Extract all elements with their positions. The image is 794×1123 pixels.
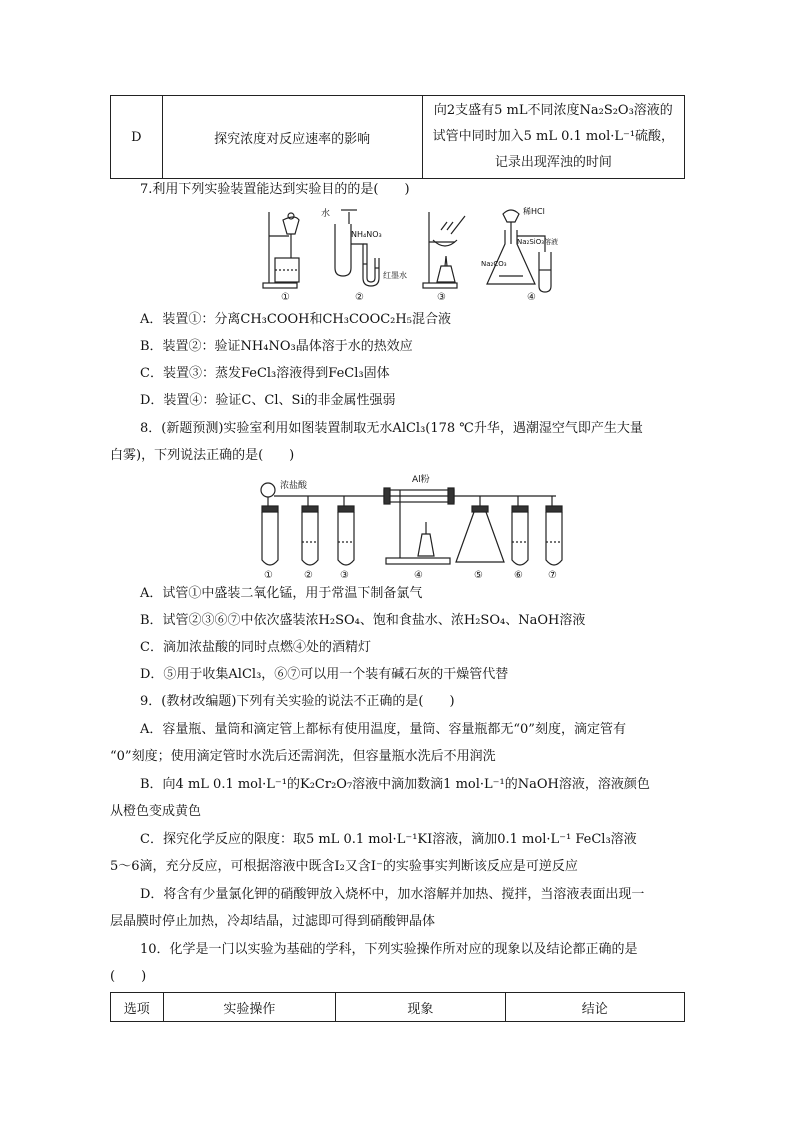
figure-label: 水 (321, 209, 331, 219)
apparatus-1 (263, 212, 299, 288)
figure-label: 红墨水 (383, 271, 407, 280)
q9-line: 5～6滴，充分反应，可根据溶液中既含I₂又含I⁻的实验事实判断该反应是可逆反应 (110, 859, 578, 874)
q7-apparatus-figure (255, 200, 565, 305)
q8-apparatus-figure (250, 470, 570, 580)
figure-number: ② (304, 570, 313, 580)
q9-stem: 9．(教材改编题)下列有关实验的说法不正确的是( ) (140, 694, 455, 709)
q9-line: “0”刻度；使用滴定管时水洗后还需润洗，但容量瓶水洗后不用润洗 (110, 749, 496, 764)
operation-line: 试管中同时加入5 mL 0.1 mol·L⁻¹硫酸， (432, 129, 675, 144)
figure-label: 浓盐酸 (280, 481, 308, 491)
option-cell: D (111, 96, 163, 179)
q7-option-a: A．装置①：分离CH₃COOH和CH₃COOC₂H₅混合液 (140, 312, 451, 327)
q10-table (110, 992, 685, 1022)
q9-line: C．探究化学反应的限度：取5 mL 0.1 mol·L⁻¹KI溶液，滴加0.1 mol·L⁻¹ FeCl₃溶液 (140, 832, 637, 847)
q8-stem-line2: 白雾)，下列说法正确的是( ) (110, 448, 295, 463)
q9-line: B．向4 mL 0.1 mol·L⁻¹的K₂Cr₂O₇溶液中滴加数滴1 mol·L⁻¹的NaOH溶液，溶液颜色 (140, 777, 650, 792)
figure-number: ③ (437, 292, 446, 303)
header-phenomenon: 现象 (336, 993, 505, 1022)
q8-option-c: C．滴加浓盐酸的同时点燃④处的酒精灯 (140, 640, 371, 655)
q7-option-d: D．装置④：验证C、Cl、Si的非金属性强弱 (140, 393, 396, 408)
apparatus-3 (423, 212, 465, 288)
q9-line: D．将含有少量氯化钾的硝酸钾放入烧杯中，加水溶解并加热、搅拌，当溶液表面出现一 (140, 887, 645, 902)
purpose-cell: 探究浓度对反应速率的影响 (162, 96, 422, 179)
operation-line: 记录出现浑浊的时间 (494, 155, 612, 170)
apparatus-2 (335, 210, 379, 286)
q8-option-a: A．试管①中盛装二氧化锰，用于常温下制备氯气 (140, 586, 423, 601)
figure-label: Al粉 (412, 475, 430, 485)
header-conclusion: 结论 (505, 993, 684, 1022)
figure-number: ③ (340, 570, 349, 580)
q10-paren: ( ) (110, 969, 147, 984)
top-table (110, 95, 685, 179)
q10-stem: 10．化学是一门以实验为基础的学科，下列实验操作所对应的现象以及结论都正确的是 (140, 942, 638, 957)
q7-option-c: C．装置③：蒸发FeCl₃溶液得到FeCl₃固体 (140, 366, 390, 381)
q7-option-b: B．装置②：验证NH₄NO₃晶体溶于水的热效应 (140, 339, 413, 354)
figure-number: ⑤ (474, 570, 483, 580)
q9-line: 从橙色变成黄色 (110, 804, 202, 819)
q9-line: 层晶膜时停止加热，冷却结晶，过滤即可得到硝酸钾晶体 (110, 914, 436, 929)
figure-number: ④ (414, 570, 423, 580)
q7-stem: 7.利用下列实验装置能达到实验目的的是( ) (140, 182, 410, 197)
figure-number: ① (281, 292, 290, 303)
q8-option-b: B．试管②③⑥⑦中依次盛装浓H₂SO₄、饱和食盐水、浓H₂SO₄、NaOH溶液 (140, 613, 586, 628)
figure-label: 稀HCl (523, 207, 545, 216)
header-operation: 实验操作 (163, 993, 335, 1022)
q8-stem-line1: 8．(新题预测)实验室利用如图装置制取无水AlCl₃(178 ℃升华，遇潮湿空气即产生大量 (140, 421, 643, 436)
figure-number: ① (264, 570, 273, 580)
figure-label: Na₂SiO₃溶液 (517, 238, 559, 246)
figure-number: ⑥ (514, 570, 523, 580)
figure-label: NH₄NO₃ (351, 230, 382, 239)
operation-cell (422, 96, 684, 179)
q8-option-d: D．⑤用于收集AlCl₃，⑥⑦可以用一个装有碱石灰的干燥管代替 (140, 667, 509, 682)
figure-number: ④ (527, 292, 536, 303)
apparatus-4 (487, 210, 551, 292)
figure-number: ② (355, 292, 364, 303)
header-option: 选项 (111, 993, 164, 1022)
q9-line: A．容量瓶、量筒和滴定管上都标有使用温度，量筒、容量瓶都无“0”刻度，滴定管有 (140, 722, 626, 737)
figure-label: Na₂CO₃ (481, 260, 507, 268)
operation-line: 向2支盛有5 mL不同浓度Na₂S₂O₃溶液的 (433, 103, 673, 118)
figure-number: ⑦ (548, 570, 557, 580)
